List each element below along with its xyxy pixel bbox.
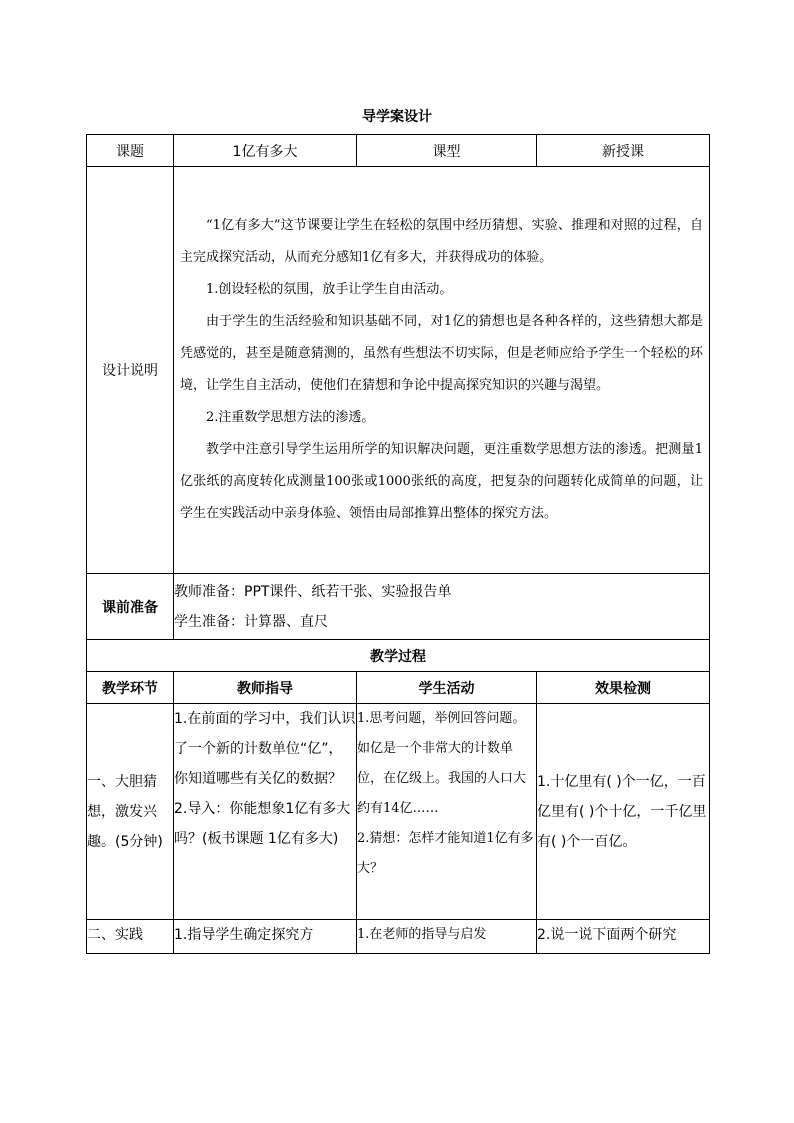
header-row bbox=[87, 135, 710, 167]
stage-cell: 二、实践 bbox=[87, 920, 174, 954]
check-cell bbox=[537, 704, 710, 920]
process-row bbox=[87, 920, 710, 954]
design-label: 设计说明 bbox=[87, 167, 174, 574]
design-paragraph: 1.创设轻松的氛围，放手让学生自由活动。 bbox=[206, 282, 453, 297]
design-paragraph: 由于学生的生活经验和知识基础不同，对1亿的猜想也是各种各样的，这些猜想大都是凭感觉的，甚至是随意猜测的，虽然有些想法不切实际，但是老师应给予学生一个轻松的环境，让学生自主活动，使他们在猜想和争论中提高探究知识的兴趣与渴望。 bbox=[180, 314, 703, 393]
stage-cell: 一、大胆猜想，激发兴趣。(5分钟) bbox=[87, 704, 174, 920]
page-title: 导学案设计 bbox=[362, 109, 432, 125]
design-row bbox=[87, 167, 710, 574]
teacher-item: 2.导入：你能想象1亿有多大吗？(板书课题 1亿有多大) bbox=[174, 801, 351, 847]
teacher-item: 1.指导学生确定探究方 bbox=[174, 927, 314, 943]
lesson-plan-table bbox=[86, 134, 710, 954]
header-student: 学生活动 bbox=[357, 672, 537, 704]
prep-label: 课前准备 bbox=[87, 574, 174, 640]
prep-teacher: 教师准备：PPT课件、纸若干张、实验报告单 bbox=[174, 583, 452, 600]
process-row bbox=[87, 704, 710, 920]
header-teacher: 教师指导 bbox=[174, 672, 357, 704]
header-stage: 教学环节 bbox=[87, 672, 174, 704]
teacher-item: 1.在前面的学习中，我们认识了一个新的计数单位“亿”，你知道哪些有关亿的数据？ bbox=[174, 711, 356, 787]
header-check: 效果检测 bbox=[537, 672, 710, 704]
prep-student: 学生准备：计算器、直尺 bbox=[174, 613, 328, 630]
teacher-cell bbox=[174, 920, 357, 954]
design-paragraph: “1亿有多大”这节课要让学生在轻松的氛围中经历猜想、实验、推理和对照的过程，自主完成探究活动，从而充分感知1亿有多大，并获得成功的体验。 bbox=[180, 218, 703, 265]
check-item: 1.十亿里有( )个一亿，一百亿里有( )个十亿，一千亿里有( )个一百亿。 bbox=[537, 773, 707, 850]
student-item: 2.猜想：怎样才能知道1亿有多大？ bbox=[357, 831, 534, 876]
student-cell bbox=[357, 920, 537, 954]
process-header-row bbox=[87, 672, 710, 704]
design-paragraph: 2.注重数学思想方法的渗透。 bbox=[206, 410, 375, 425]
student-cell bbox=[357, 704, 537, 920]
prep-content bbox=[174, 574, 710, 640]
check-cell bbox=[537, 920, 710, 954]
student-item: 1.思考问题，举例回答问题。如亿是一个非常大的计数单位，在亿级上。我国的人口大约有14亿…… bbox=[357, 711, 527, 816]
teacher-cell bbox=[174, 704, 357, 920]
student-item: 1.在老师的指导与启发 bbox=[357, 927, 487, 942]
check-item: 2.说一说下面两个研究 bbox=[537, 927, 677, 943]
type-label: 课型 bbox=[357, 135, 537, 167]
topic-label: 课题 bbox=[87, 135, 174, 167]
type-value: 新授课 bbox=[537, 135, 710, 167]
process-title-row bbox=[87, 640, 710, 672]
design-paragraph: 教学中注意引导学生运用所学的知识解决问题，更注重数学思想方法的渗透。把测量1亿张纸的高度转化成测量100张或1000张纸的高度，把复杂的问题转化成简单的问题，让学生在实践活动中亲身体验、领悟由局部推算出整体的探究方法。 bbox=[180, 442, 703, 521]
process-title: 教学过程 bbox=[87, 640, 710, 672]
topic-value: 1亿有多大 bbox=[174, 135, 357, 167]
prep-row bbox=[87, 574, 710, 640]
design-content bbox=[174, 167, 710, 574]
